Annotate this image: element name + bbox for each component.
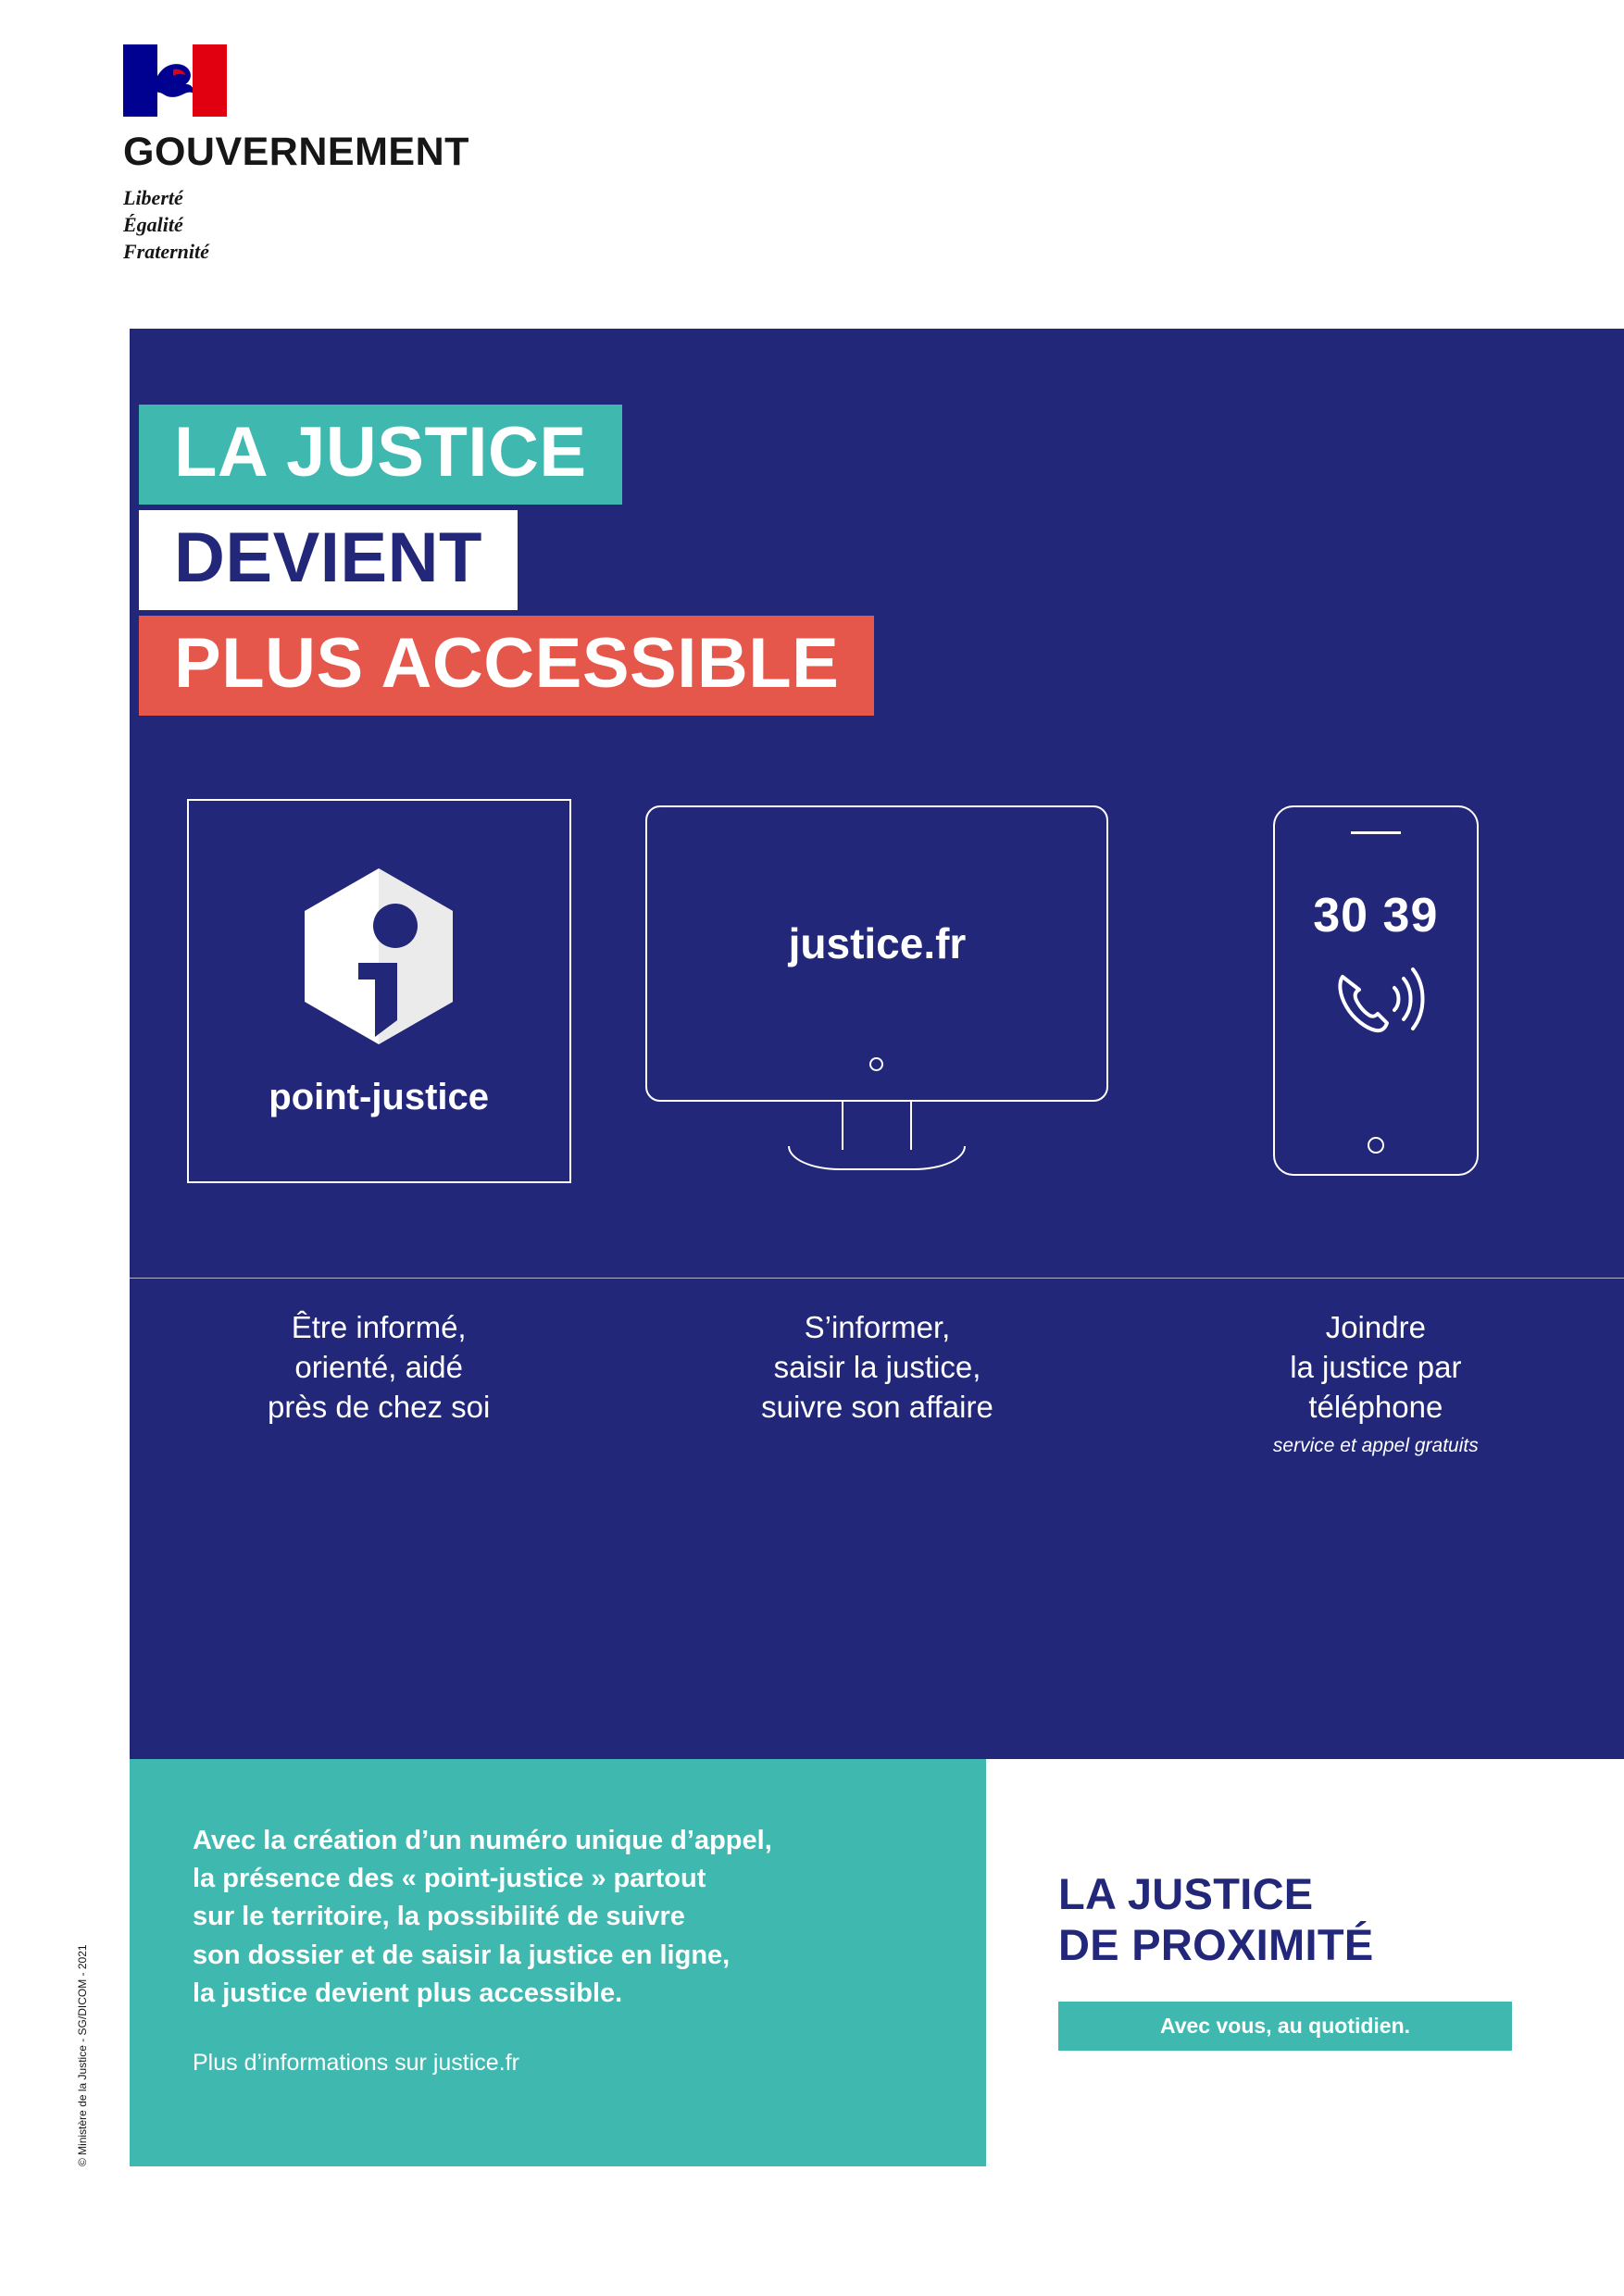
justice-fr-url[interactable]: justice.fr [788, 919, 967, 967]
monitor-stand-neck [842, 1102, 912, 1150]
point-justice-hexagon-icon [286, 863, 471, 1053]
phone-icon-area [1127, 792, 1624, 1190]
more-info-text: Plus d’informations sur justice.fr [193, 2049, 519, 2076]
headline-line-1: LA JUSTICE [139, 405, 622, 505]
monitor-stand-foot [788, 1146, 966, 1170]
headline-line-3: PLUS ACCESSIBLE [139, 616, 874, 716]
point-justice-box [187, 799, 571, 1183]
smartphone-icon [1273, 805, 1479, 1176]
summary-paragraph [193, 1822, 933, 2013]
justice-fr-caption [628, 1308, 1126, 1428]
motto-line-3: Fraternité [123, 240, 209, 264]
marianne-profile-icon [157, 56, 192, 104]
government-logo-block [123, 44, 521, 265]
caption-line: Être informé, [291, 1310, 467, 1344]
phone-home-button [1368, 1137, 1384, 1154]
brand-title-line-2: DE PROXIMITÉ [1058, 1920, 1374, 1970]
summary-line: sur le territoire, la possibilité de suivre [193, 1902, 685, 1932]
point-justice-label: point-justice [269, 1077, 490, 1117]
caption-line: S’informer, [804, 1310, 951, 1344]
republic-motto [123, 184, 521, 265]
summary-line: son dossier et de saisir la justice en ligne, [193, 1940, 731, 1970]
caption-line: Joindre [1325, 1310, 1426, 1344]
phone-speaker [1351, 831, 1401, 834]
monitor-icon-area [628, 792, 1126, 1190]
service-columns [130, 792, 1624, 1458]
caption-line: la justice par [1290, 1349, 1462, 1384]
marianne-flag-icon [123, 44, 227, 117]
poster-headline [139, 405, 1157, 716]
brand-tagline: Avec vous, au quotidien. [1058, 2002, 1512, 2051]
headline-line-2: DEVIENT [139, 510, 518, 610]
brand-band [986, 1759, 1624, 2166]
brand-title-line-1: LA JUSTICE [1058, 1869, 1314, 1918]
summary-line: la justice devient plus accessible. [193, 1978, 623, 2008]
phone-number[interactable]: 30 39 [1313, 889, 1439, 942]
motto-line-1: Liberté [123, 186, 183, 209]
caption-line: orienté, aidé [294, 1349, 463, 1384]
brand-title [1058, 1868, 1373, 1971]
column-phone [1127, 792, 1624, 1458]
point-justice-icon-area [130, 792, 628, 1190]
poster-footer [130, 1759, 1624, 2166]
copyright-credit: © Ministère de la Justice - SG/DICOM - 2021 [76, 1944, 89, 2166]
phone-ringing-icon [1326, 956, 1426, 1047]
column-point-justice [130, 792, 628, 1458]
phone-caption [1127, 1308, 1624, 1458]
desktop-monitor-icon [645, 805, 1108, 1176]
point-justice-caption [130, 1308, 628, 1428]
poster-panel [130, 329, 1624, 2166]
phone-free-note: service et appel gratuits [1272, 1434, 1479, 1456]
motto-line-2: Égalité [123, 213, 183, 237]
column-justice-fr [628, 792, 1126, 1458]
caption-line: près de chez soi [268, 1389, 491, 1424]
caption-line: suivre son affaire [761, 1389, 993, 1424]
caption-line: saisir la justice, [773, 1349, 981, 1384]
logo-title: GOUVERNEMENT [123, 130, 469, 174]
summary-line: la présence des « point-justice » partout [193, 1864, 706, 1894]
summary-line: Avec la création d’un numéro unique d’appel, [193, 1826, 772, 1855]
caption-line: téléphone [1308, 1389, 1443, 1424]
summary-band [130, 1759, 986, 2166]
